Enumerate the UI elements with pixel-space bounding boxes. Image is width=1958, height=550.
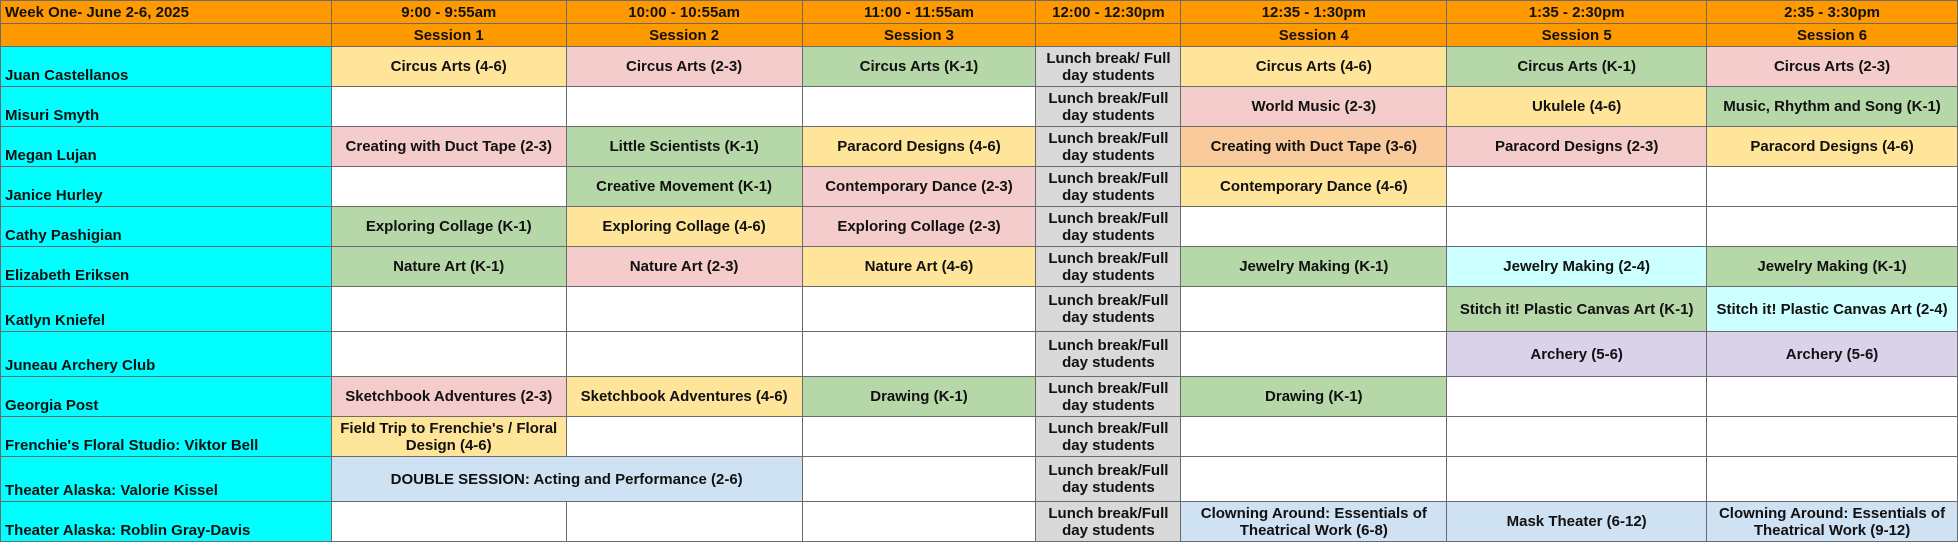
class-cell[interactable] [802, 417, 1036, 457]
class-cell[interactable] [1707, 167, 1958, 207]
instructor-name-cell[interactable]: Juan Castellanos [1, 47, 332, 87]
session-header-5[interactable]: Session 5 [1447, 24, 1707, 47]
class-cell[interactable] [802, 87, 1036, 127]
class-cell[interactable] [566, 332, 802, 377]
class-cell[interactable]: Little Scientists (K-1) [566, 127, 802, 167]
time-header-1[interactable]: 9:00 - 9:55am [331, 1, 566, 24]
class-cell[interactable]: Ukulele (4-6) [1447, 87, 1707, 127]
class-cell[interactable]: Contemporary Dance (4-6) [1181, 167, 1447, 207]
class-cell[interactable]: Nature Art (2-3) [566, 247, 802, 287]
table-row [1, 287, 1958, 332]
instructor-name-cell[interactable]: Katlyn Kniefel [1, 287, 332, 332]
class-cell[interactable] [1707, 457, 1958, 502]
class-cell[interactable]: Stitch it! Plastic Canvas Art (K-1) [1447, 287, 1707, 332]
table-row [1, 377, 1958, 417]
class-cell[interactable]: DOUBLE SESSION: Acting and Performance (2-6) [331, 457, 802, 502]
class-cell[interactable] [566, 502, 802, 542]
class-cell[interactable]: Creating with Duct Tape (3-6) [1181, 127, 1447, 167]
class-cell[interactable]: Nature Art (K-1) [331, 247, 566, 287]
session-header-2[interactable]: Session 2 [566, 24, 802, 47]
session-header-3[interactable]: Session 3 [802, 24, 1036, 47]
time-header-2[interactable]: 10:00 - 10:55am [566, 1, 802, 24]
lunch-cell[interactable]: Lunch break/Full day students [1036, 457, 1181, 502]
lunch-cell[interactable]: Lunch break/Full day students [1036, 287, 1181, 332]
lunch-cell[interactable]: Lunch break/Full day students [1036, 502, 1181, 542]
instructor-name-cell[interactable]: Megan Lujan [1, 127, 332, 167]
class-cell[interactable]: Paracord Designs (2-3) [1447, 127, 1707, 167]
instructor-name-cell[interactable]: Cathy Pashigian [1, 207, 332, 247]
class-cell[interactable] [331, 502, 566, 542]
time-header-6[interactable]: 2:35 - 3:30pm [1707, 1, 1958, 24]
class-cell[interactable]: Jewelry Making (K-1) [1181, 247, 1447, 287]
class-cell[interactable] [1707, 417, 1958, 457]
class-cell[interactable]: Paracord Designs (4-6) [802, 127, 1036, 167]
instructor-name-cell[interactable]: Frenchie's Floral Studio: Viktor Bell [1, 417, 332, 457]
lunch-cell[interactable]: Lunch break/Full day students [1036, 377, 1181, 417]
instructor-name-cell[interactable]: Theater Alaska: Valorie Kissel [1, 457, 332, 502]
class-cell[interactable] [1447, 167, 1707, 207]
class-cell[interactable]: Jewelry Making (2-4) [1447, 247, 1707, 287]
lunch-cell[interactable]: Lunch break/Full day students [1036, 247, 1181, 287]
class-cell[interactable] [802, 332, 1036, 377]
table-row [1, 247, 1958, 287]
class-cell[interactable]: Stitch it! Plastic Canvas Art (2-4) [1707, 287, 1958, 332]
class-cell[interactable] [331, 287, 566, 332]
class-cell[interactable]: Circus Arts (2-3) [566, 47, 802, 87]
class-cell[interactable] [1447, 417, 1707, 457]
class-cell[interactable]: Circus Arts (2-3) [1707, 47, 1958, 87]
lunch-cell[interactable]: Lunch break/Full day students [1036, 167, 1181, 207]
class-cell[interactable] [566, 287, 802, 332]
class-cell[interactable]: Archery (5-6) [1707, 332, 1958, 377]
class-cell[interactable] [331, 167, 566, 207]
class-cell[interactable] [802, 502, 1036, 542]
session-header-4[interactable]: Session 4 [1181, 24, 1447, 47]
instructor-name-cell[interactable]: Misuri Smyth [1, 87, 332, 127]
class-cell[interactable] [566, 417, 802, 457]
lunch-cell[interactable]: Lunch break/Full day students [1036, 207, 1181, 247]
class-cell[interactable]: Archery (5-6) [1447, 332, 1707, 377]
session-header-lunch[interactable] [1036, 24, 1181, 47]
class-cell[interactable]: Exploring Collage (K-1) [331, 207, 566, 247]
schedule-body [1, 1, 1958, 542]
header-row-sessions [1, 24, 1958, 47]
class-cell[interactable]: Paracord Designs (4-6) [1707, 127, 1958, 167]
lunch-cell[interactable]: Lunch break/Full day students [1036, 332, 1181, 377]
class-cell[interactable]: Clowning Around: Essentials of Theatrical Work (6-8) [1181, 502, 1447, 542]
class-cell[interactable]: World Music (2-3) [1181, 87, 1447, 127]
class-cell[interactable] [1181, 287, 1447, 332]
class-cell[interactable]: Circus Arts (4-6) [331, 47, 566, 87]
class-cell[interactable] [1181, 417, 1447, 457]
header-row-times [1, 1, 1958, 24]
class-cell[interactable]: Nature Art (4-6) [802, 247, 1036, 287]
class-cell[interactable] [1181, 332, 1447, 377]
class-cell[interactable]: Mask Theater (6-12) [1447, 502, 1707, 542]
class-cell[interactable]: Field Trip to Frenchie's / Floral Design (4-6) [331, 417, 566, 457]
time-header-lunch[interactable]: 12:00 - 12:30pm [1036, 1, 1181, 24]
time-header-3[interactable]: 11:00 - 11:55am [802, 1, 1036, 24]
table-row [1, 47, 1958, 87]
class-cell[interactable] [1447, 207, 1707, 247]
class-cell[interactable]: Circus Arts (K-1) [802, 47, 1036, 87]
class-cell[interactable] [331, 87, 566, 127]
class-cell[interactable] [1447, 377, 1707, 417]
class-cell[interactable]: Drawing (K-1) [1181, 377, 1447, 417]
class-cell[interactable] [331, 332, 566, 377]
class-cell[interactable]: Clowning Around: Essentials of Theatrical Work (9-12) [1707, 502, 1958, 542]
class-cell[interactable] [1181, 457, 1447, 502]
class-cell[interactable] [802, 287, 1036, 332]
table-row [1, 332, 1958, 377]
time-header-4[interactable]: 12:35 - 1:30pm [1181, 1, 1447, 24]
class-cell[interactable] [1181, 207, 1447, 247]
table-row [1, 127, 1958, 167]
instructor-name-cell[interactable]: Theater Alaska: Roblin Gray-Davis [1, 502, 332, 542]
session-header-corner[interactable] [1, 24, 332, 47]
class-cell[interactable] [1707, 207, 1958, 247]
class-cell[interactable]: Jewelry Making (K-1) [1707, 247, 1958, 287]
lunch-cell[interactable]: Lunch break/Full day students [1036, 87, 1181, 127]
table-row [1, 457, 1958, 502]
table-row [1, 87, 1958, 127]
instructor-name-cell[interactable]: Elizabeth Eriksen [1, 247, 332, 287]
class-cell[interactable] [566, 87, 802, 127]
class-cell[interactable]: Contemporary Dance (2-3) [802, 167, 1036, 207]
class-cell[interactable] [802, 457, 1036, 502]
class-cell[interactable]: Sketchbook Adventures (4-6) [566, 377, 802, 417]
lunch-cell[interactable]: Lunch break/Full day students [1036, 417, 1181, 457]
class-cell[interactable]: Music, Rhythm and Song (K-1) [1707, 87, 1958, 127]
table-row [1, 417, 1958, 457]
class-cell[interactable]: Creative Movement (K-1) [566, 167, 802, 207]
session-header-6[interactable]: Session 6 [1707, 24, 1958, 47]
time-header-5[interactable]: 1:35 - 2:30pm [1447, 1, 1707, 24]
lunch-cell[interactable]: Lunch break/Full day students [1036, 127, 1181, 167]
table-row [1, 167, 1958, 207]
session-header-1[interactable]: Session 1 [331, 24, 566, 47]
class-cell[interactable] [1447, 457, 1707, 502]
class-cell[interactable]: Circus Arts (K-1) [1447, 47, 1707, 87]
class-cell[interactable]: Creating with Duct Tape (2-3) [331, 127, 566, 167]
class-cell[interactable]: Exploring Collage (4-6) [566, 207, 802, 247]
table-row [1, 502, 1958, 542]
lunch-cell[interactable]: Lunch break/ Full day students [1036, 47, 1181, 87]
instructor-name-cell[interactable]: Janice Hurley [1, 167, 332, 207]
class-cell[interactable]: Circus Arts (4-6) [1181, 47, 1447, 87]
class-cell[interactable]: Sketchbook Adventures (2-3) [331, 377, 566, 417]
class-cell[interactable]: Drawing (K-1) [802, 377, 1036, 417]
week-title[interactable]: Week One- June 2-6, 2025 [1, 1, 332, 24]
class-cell[interactable] [1707, 377, 1958, 417]
table-row [1, 207, 1958, 247]
instructor-name-cell[interactable]: Georgia Post [1, 377, 332, 417]
class-cell[interactable]: Exploring Collage (2-3) [802, 207, 1036, 247]
instructor-name-cell[interactable]: Juneau Archery Club [1, 332, 332, 377]
